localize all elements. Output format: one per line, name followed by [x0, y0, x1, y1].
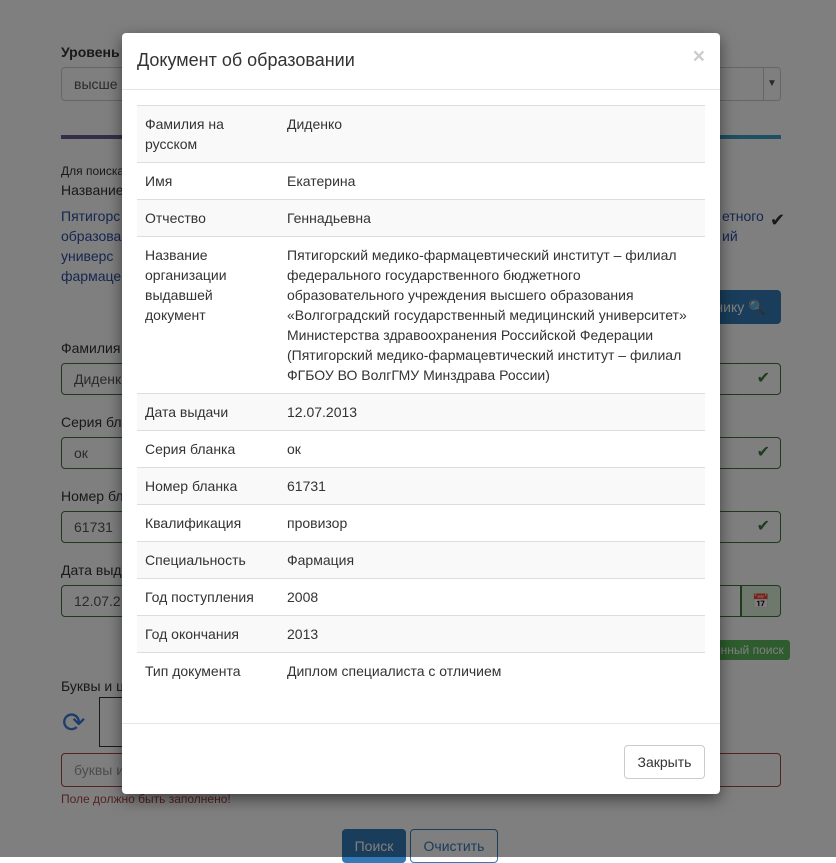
row-value: 12.07.2013	[279, 394, 705, 431]
row-value: Геннадьевна	[279, 200, 705, 237]
row-value: 2013	[279, 616, 705, 653]
table-row	[137, 200, 705, 237]
row-key: Название организации выдавшей документ	[137, 237, 279, 394]
modal-header	[122, 33, 720, 90]
table-row	[137, 237, 705, 394]
modal-title: Документ об образовании	[137, 50, 355, 70]
row-key: Отчество	[137, 200, 279, 237]
row-key: Специальность	[137, 542, 279, 579]
row-key: Имя	[137, 163, 279, 200]
table-row	[137, 106, 705, 163]
close-icon[interactable]: ×	[692, 45, 705, 68]
row-value: 61731	[279, 468, 705, 505]
row-value: Диденко	[279, 106, 705, 163]
table-row	[137, 163, 705, 200]
row-key: Тип документа	[137, 653, 279, 690]
table-row	[137, 616, 705, 653]
row-key: Фамилия на русском	[137, 106, 279, 163]
table-row	[137, 542, 705, 579]
table-row	[137, 431, 705, 468]
modal-footer	[122, 723, 720, 794]
close-button[interactable]: Закрыть	[624, 745, 705, 779]
document-modal	[122, 33, 720, 794]
row-key: Серия бланка	[137, 431, 279, 468]
row-value: ок	[279, 431, 705, 468]
table-row	[137, 505, 705, 542]
row-value: 2008	[279, 579, 705, 616]
row-value: Екатерина	[279, 163, 705, 200]
row-key: Год поступления	[137, 579, 279, 616]
row-key: Год окончания	[137, 616, 279, 653]
table-row	[137, 394, 705, 431]
row-value: Пятигорский медико-фармацевтический институт – филиал федерального государственного бюджетного образовательного учреждения высшего образования «Волгоградский государственный медицинский университет» Министерства здравоохранения Российской Федерации (Пятигорский медико-фармацевтический институт – филиал ФГБОУ ВО ВолгГМУ Минздрава России)	[279, 237, 705, 394]
row-value: провизор	[279, 505, 705, 542]
row-key: Квалификация	[137, 505, 279, 542]
row-key: Номер бланка	[137, 468, 279, 505]
row-value: Фармация	[279, 542, 705, 579]
document-info-table	[137, 105, 705, 689]
row-key: Дата выдачи	[137, 394, 279, 431]
table-row	[137, 579, 705, 616]
table-row	[137, 653, 705, 690]
table-row	[137, 468, 705, 505]
row-value: Диплом специалиста с отличием	[279, 653, 705, 690]
